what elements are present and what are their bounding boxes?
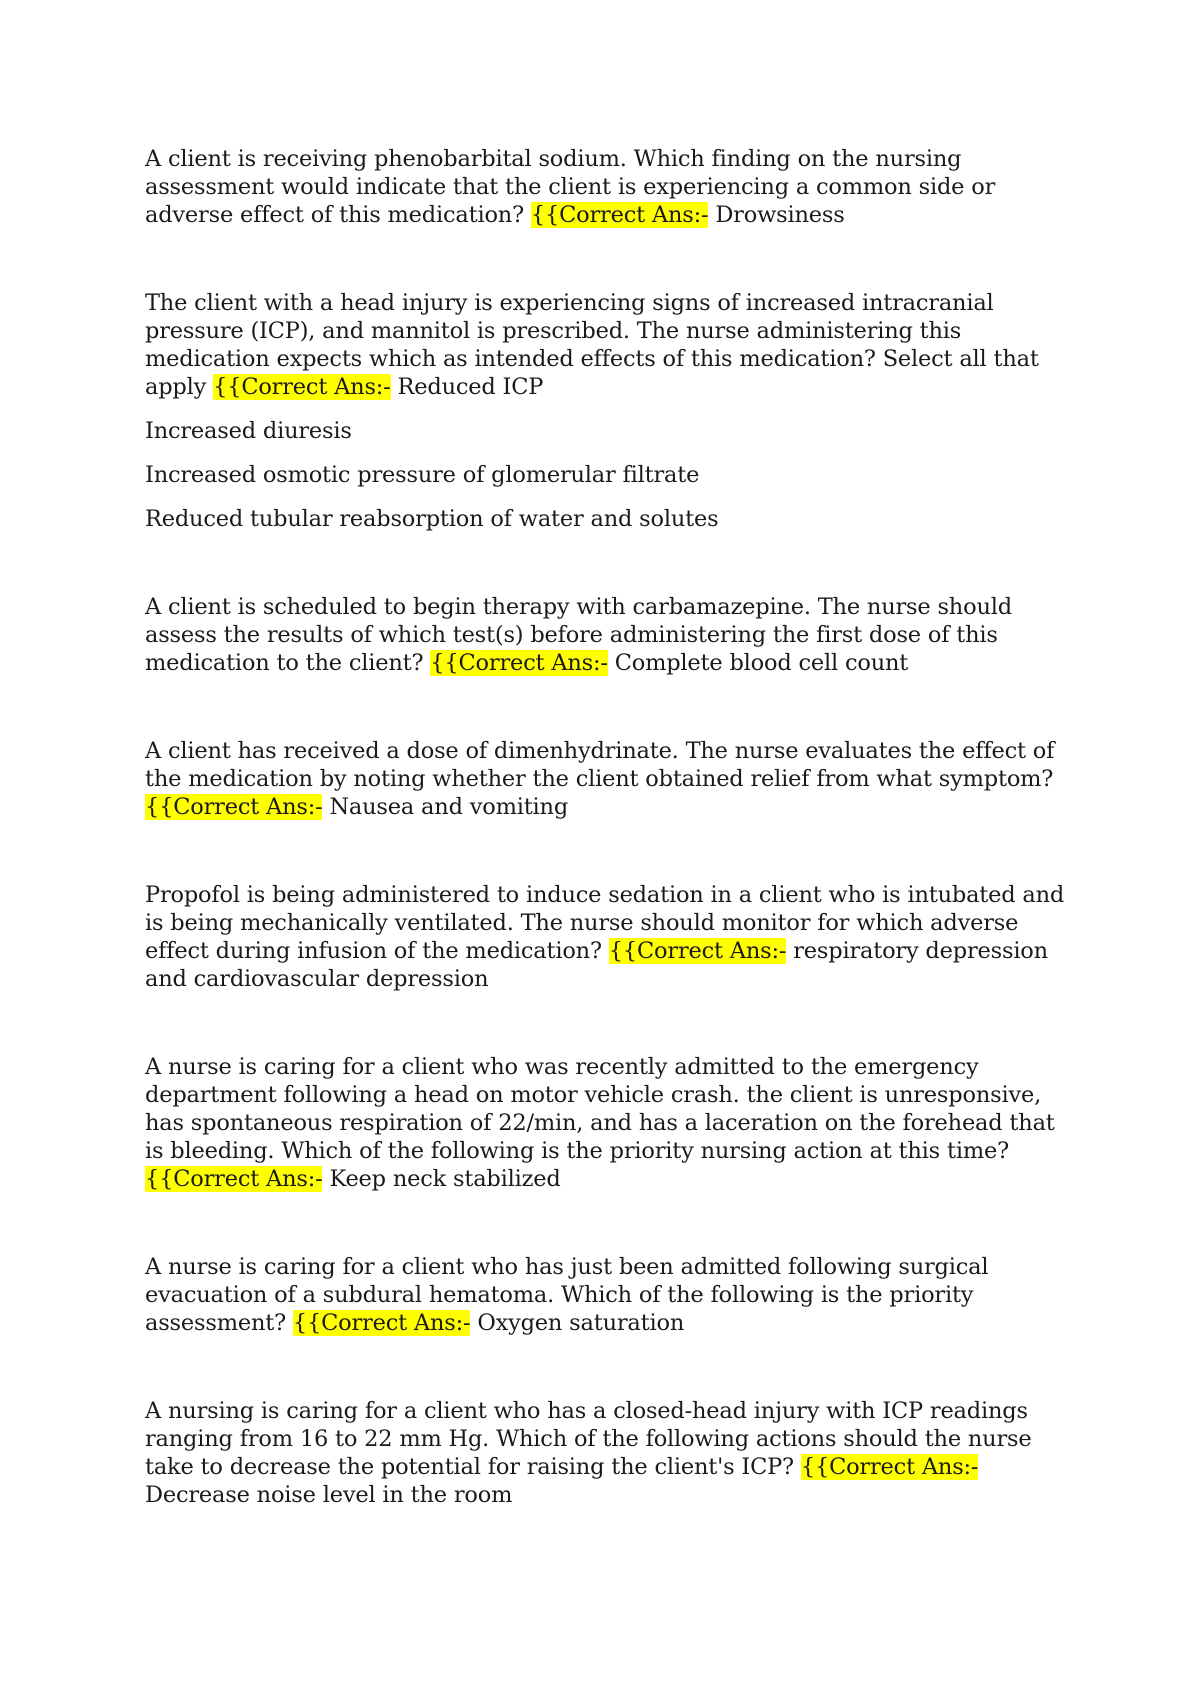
qa-item-7 [145,1253,1065,1337]
answer-text: Keep neck stabilized [329,1166,561,1192]
qa-item-2 [145,289,1065,401]
question-text: A nurse is caring for a client who has just been admitted following surgical evacuation of a subdural hematoma. Which of the following is the priority assessment? [145,1254,989,1336]
question-text: A nurse is caring for a client who was recently admitted to the emergency department following a head on motor vehicle crash. the client is unresponsive, has spontaneous respiration of 22/min, and has a laceration on the forehead that is bleeding. Which of the following is the priority nursing action at this time? [145,1054,1055,1164]
question-text: A client is receiving phenobarbital sodium. Which finding on the nursing assessment would indicate that the client is experiencing a common side or adverse effect of this medication? [145,146,996,228]
answer-extra-line: Reduced tubular reabsorption of water and solutes [145,506,719,532]
correct-answer-label: {{Correct Ans:- [145,1166,323,1192]
qa-item-3 [145,593,1065,677]
answer-extra-line: Increased diuresis [145,418,352,444]
correct-answer-label: {{Correct Ans:- [608,938,787,964]
answer-extra-line: Increased osmotic pressure of glomerular filtrate [145,462,700,488]
question-text: A client has received a dose of dimenhydrinate. The nurse evaluates the effect of the medication by noting whether the client obtained relief from what symptom? [145,738,1055,792]
qa-item-8 [145,1397,1065,1509]
correct-answer-label: {{Correct Ans:- [800,1454,979,1480]
qa-item-5 [145,881,1065,993]
answer-text: Nausea and vomiting [329,794,569,820]
correct-answer-label: {{Correct Ans:- [530,202,709,228]
answer-text: Drowsiness [715,202,845,228]
question-text: Propofol is being administered to induce sedation in a client who is intubated and is being mechanically ventilated. The nurse should monitor for which adverse effect during infusion of the medication? [145,882,1065,964]
correct-answer-label: {{Correct Ans:- [213,374,391,400]
correct-answer-label: {{Correct Ans:- [430,650,608,676]
correct-answer-label: {{Correct Ans:- [145,794,323,820]
answer-text: Oxygen saturation [477,1310,685,1336]
answer-text: Reduced ICP [397,374,544,400]
document-page [145,145,1065,1509]
qa-item-4 [145,737,1065,821]
qa-item-6 [145,1053,1065,1193]
qa-item-1 [145,145,1065,229]
answer-text: Decrease noise level in the room [145,1482,513,1508]
question-text: The client with a head injury is experiencing signs of increased intracranial pressure (ICP), and mannitol is prescribed. The nurse administering this medication expects which as intended effects of this medication? Select all that apply [145,290,1039,400]
correct-answer-label: {{Correct Ans:- [292,1310,471,1336]
question-text: A nursing is caring for a client who has a closed-head injury with ICP readings ranging from 16 to 22 mm Hg. Which of the following actions should the nurse take to decrease the potential for raising the client's ICP? [145,1398,1032,1480]
answer-text: respiratory depression and cardiovascular depression [145,938,1048,992]
answer-text: Complete blood cell count [614,650,909,676]
question-text: A client is scheduled to begin therapy with carbamazepine. The nurse should assess the results of which test(s) before administering the first dose of this medication to the client? [145,594,1012,676]
